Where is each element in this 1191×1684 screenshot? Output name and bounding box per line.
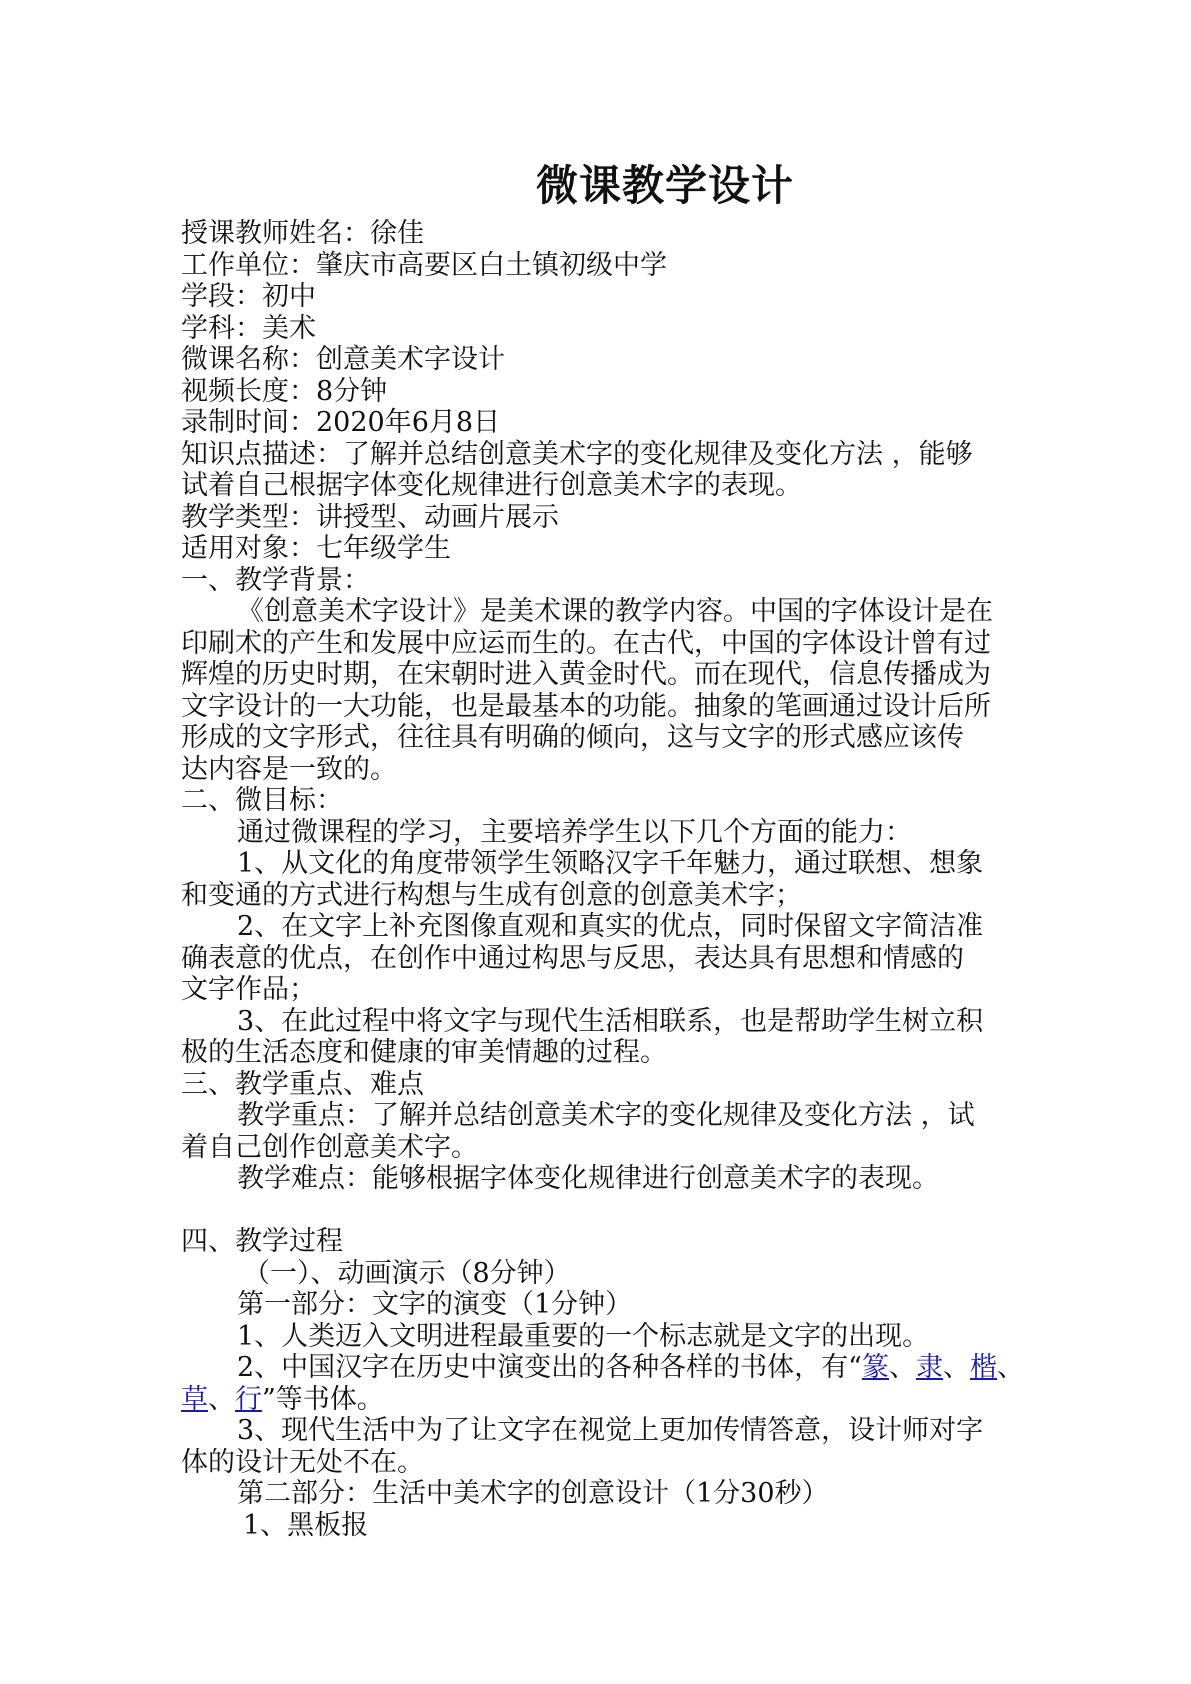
info-course-name: 微课名称：创意美术字设计 [181,344,505,375]
list-item-scripts [181,1352,1024,1384]
info-teaching-type: 教学类型：讲授型、动画片展示 [181,501,559,533]
list-item: 1、黑板报 [243,1509,369,1541]
paragraph-line: 辉煌的历史时期，在宋朝时进入黄金时代。而在现代，信息传播成为 [181,659,991,690]
info-video-length: 视频长度：8分钟 [181,375,388,407]
paragraph-line: 3、在此过程中将文字与现代生活相联系，也是帮助学生树立积 [237,1005,984,1037]
paragraph-line: 2、在文字上补充图像直观和真实的优点，同时保留文字简洁准 [237,911,984,942]
section-background-heading: 一、教学背景： [181,564,370,596]
blank-line [181,1195,1021,1227]
link-kai[interactable]: 楷 [969,1352,997,1383]
paragraph-line: 教学重点：了解并总结创意美术字的变化规律及变化方法 ，试 [237,1100,975,1131]
link-li[interactable]: 隶 [915,1352,943,1383]
info-teacher: 授课教师姓名：徐佳 [181,218,424,249]
separator: 、 [996,1352,1024,1383]
section-process-heading: 四、教学过程 [181,1226,343,1257]
list-item-text: ”等书体。 [262,1383,384,1415]
link-zhuan[interactable]: 篆 [861,1352,889,1383]
separator: 、 [888,1352,916,1383]
paragraph-line: 极的生活态度和健康的审美情趣的过程。 [181,1037,667,1068]
section-key-points-heading: 三、教学重点、难点 [181,1068,424,1100]
paragraph-line: 达内容是一致的。 [181,753,397,785]
section-goals-heading: 二、微目标： [181,785,343,816]
paragraph-line: 《创意美术字设计》是美术课的教学内容。中国的字体设计是在 [237,596,993,627]
part-one-heading: 第一部分：文字的演变（1分钟） [237,1289,633,1320]
list-item: 3、现代生活中为了让文字在视觉上更加传情答意，设计师对字 [237,1415,984,1446]
paragraph-line: 文字作品； [181,974,316,1005]
paragraph-line: 印刷术的产生和发展中应运而生的。在古代，中国的字体设计曾有过 [181,627,991,659]
paragraph-line: 和变通的方式进行构想与生成有创意的创意美术字； [181,879,802,911]
document-body [181,218,1024,1541]
info-record-date: 录制时间：2020年6月8日 [181,407,501,438]
paragraph-line: 1、从文化的角度带领学生领略汉字千年魅力，通过联想、想象 [237,848,984,879]
subsection-animation: （一）、动画演示（8分钟） [243,1257,571,1289]
list-item-scripts-cont [181,1384,1021,1416]
list-item-text: 2、中国汉字在历史中演变出的各种各样的书体，有“ [237,1352,862,1383]
list-item: 1、人类迈入文明进程最重要的一个标志就是文字的出现。 [237,1320,930,1352]
paragraph-line: 文字设计的一大功能，也是最基本的功能。抽象的笔画通过设计后所 [181,690,991,722]
paragraph-line: 教学难点：能够根据字体变化规律进行创意美术字的表现。 [237,1163,939,1194]
info-knowledge-line-1: 知识点描述：了解并总结创意美术字的变化规律及变化方法 ，能够 [181,438,973,470]
paragraph-line: 着自己创作创意美术字。 [181,1131,478,1163]
info-subject: 学科：美术 [181,312,316,344]
separator: 、 [208,1383,235,1415]
document-title: 微课教学设计 [535,161,794,210]
info-unit: 工作单位：肇庆市高要区白土镇初级中学 [181,249,667,281]
link-xing[interactable]: 行 [235,1383,262,1415]
paragraph-line: 确表意的优点，在创作中通过构思与反思，表达具有思想和情感的 [181,942,964,974]
separator: 、 [942,1352,970,1383]
paragraph-line: 形成的文字形式，往往具有明确的倾向，这与文字的形式感应该传 [181,722,964,753]
part-two-heading: 第二部分：生活中美术字的创意设计（1分30秒） [237,1478,829,1509]
info-knowledge-line-2: 试着自己根据字体变化规律进行创意美术字的表现。 [181,470,802,501]
link-cao[interactable]: 草 [181,1383,208,1415]
list-item: 体的设计无处不在。 [181,1446,424,1478]
info-audience: 适用对象：七年级学生 [181,533,451,564]
paragraph-line: 通过微课程的学习，主要培养学生以下几个方面的能力： [237,816,912,848]
info-stage: 学段：初中 [181,281,316,312]
